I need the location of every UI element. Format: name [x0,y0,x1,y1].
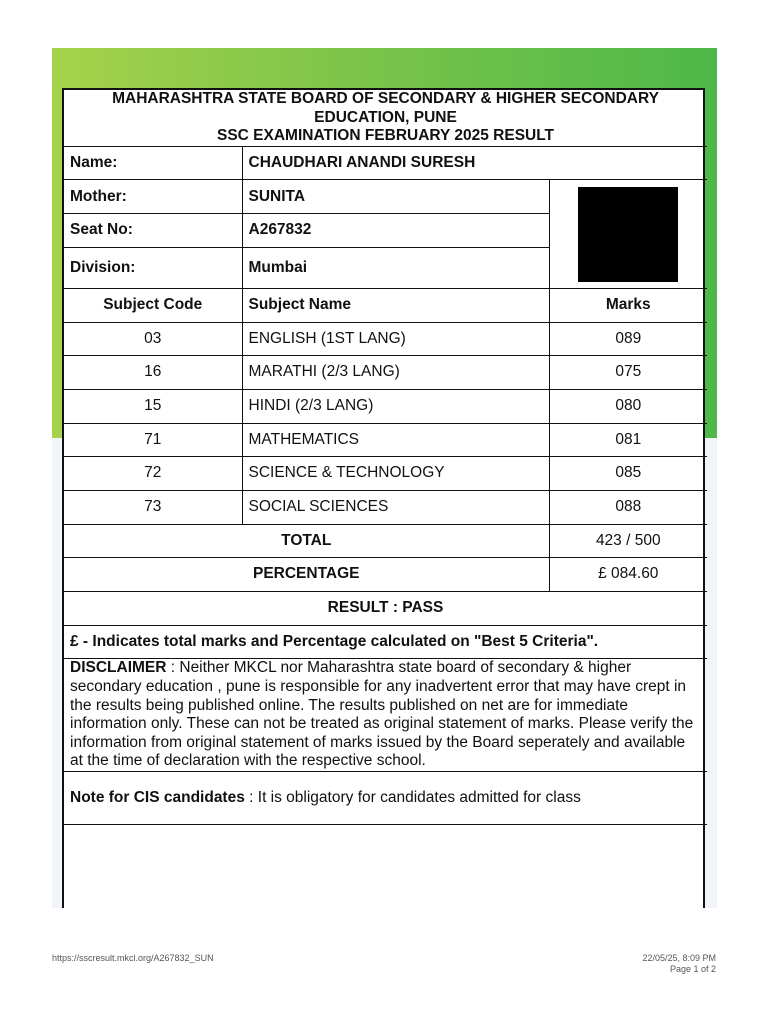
col-header-name: Subject Name [242,288,549,322]
total-label: TOTAL [64,524,549,558]
photo-cell [549,180,707,288]
table-row [64,389,707,423]
table-row [64,322,707,356]
subject-code: 72 [64,457,242,491]
mother-name: SUNITA [242,180,549,214]
subject-name: MATHEMATICS [242,423,549,457]
footer-page-number: Page 1 of 2 [669,964,716,974]
subject-name: ENGLISH (1ST LANG) [242,322,549,356]
table-row [64,490,707,524]
disclaimer [64,659,707,772]
percentage-value: £ 084.60 [549,558,707,592]
subject-name: HINDI (2/3 LANG) [242,389,549,423]
total-value: 423 / 500 [549,524,707,558]
division-value: Mumbai [242,247,549,288]
result-table [64,90,707,825]
subject-name: SCIENCE & TECHNOLOGY [242,457,549,491]
result-sheet [62,88,705,908]
col-header-code: Subject Code [64,288,242,322]
subject-marks: 085 [549,457,707,491]
subject-code: 15 [64,389,242,423]
candidate-name: CHAUDHARI ANANDI SURESH [242,146,707,180]
subject-marks: 081 [549,423,707,457]
board-title-line2: EDUCATION, PUNE [314,108,457,126]
percentage-label: PERCENTAGE [64,558,549,592]
subject-code: 73 [64,490,242,524]
candidate-photo-redacted [578,187,678,282]
cis-note-text: : It is obligatory for candidates admitted for class [244,788,581,806]
footer-meta [642,953,716,975]
name-label: Name: [64,146,242,180]
table-row [64,356,707,390]
cis-note [64,771,707,824]
disclaimer-label: DISCLAIMER [70,659,167,677]
criteria-note: £ - Indicates total marks and Percentage calculated on "Best 5 Criteria". [64,625,707,659]
footer-datetime: 22/05/25, 8:09 PM [642,953,716,963]
subject-marks: 089 [549,322,707,356]
subject-code: 16 [64,356,242,390]
exam-title: SSC EXAMINATION FEBRUARY 2025 RESULT [216,127,555,145]
subject-code: 03 [64,322,242,356]
subject-marks: 075 [549,356,707,390]
col-header-marks: Marks [549,288,707,322]
cis-note-label: Note for CIS candidates [70,788,245,806]
seat-number: A267832 [242,214,549,248]
seat-label: Seat No: [64,214,242,248]
footer-url: https://sscresult.mkcl.org/A267832_SUN [52,953,214,963]
disclaimer-text: : Neither MKCL nor Maharashtra state board of secondary & higher secondary education , pune is responsible for any inadvertent error that may have crept in the results being published online. The results published on net are for immediate information only. These can not be treated as original statement of marks. Please verify the information from original statement of marks issued by the Board seperately and available at the time of declaration with the respective school. [70,659,694,770]
subject-name: MARATHI (2/3 LANG) [242,356,549,390]
table-row [64,423,707,457]
subject-marks: 088 [549,490,707,524]
table-row [64,457,707,491]
board-header [64,90,707,146]
division-label: Division: [64,247,242,288]
mother-label: Mother: [64,180,242,214]
subject-code: 71 [64,423,242,457]
board-title-line1: MAHARASHTRA STATE BOARD OF SECONDARY & HIGHER SECONDARY [112,90,659,107]
subject-marks: 080 [549,389,707,423]
result-status: RESULT : PASS [64,592,707,626]
subject-name: SOCIAL SCIENCES [242,490,549,524]
